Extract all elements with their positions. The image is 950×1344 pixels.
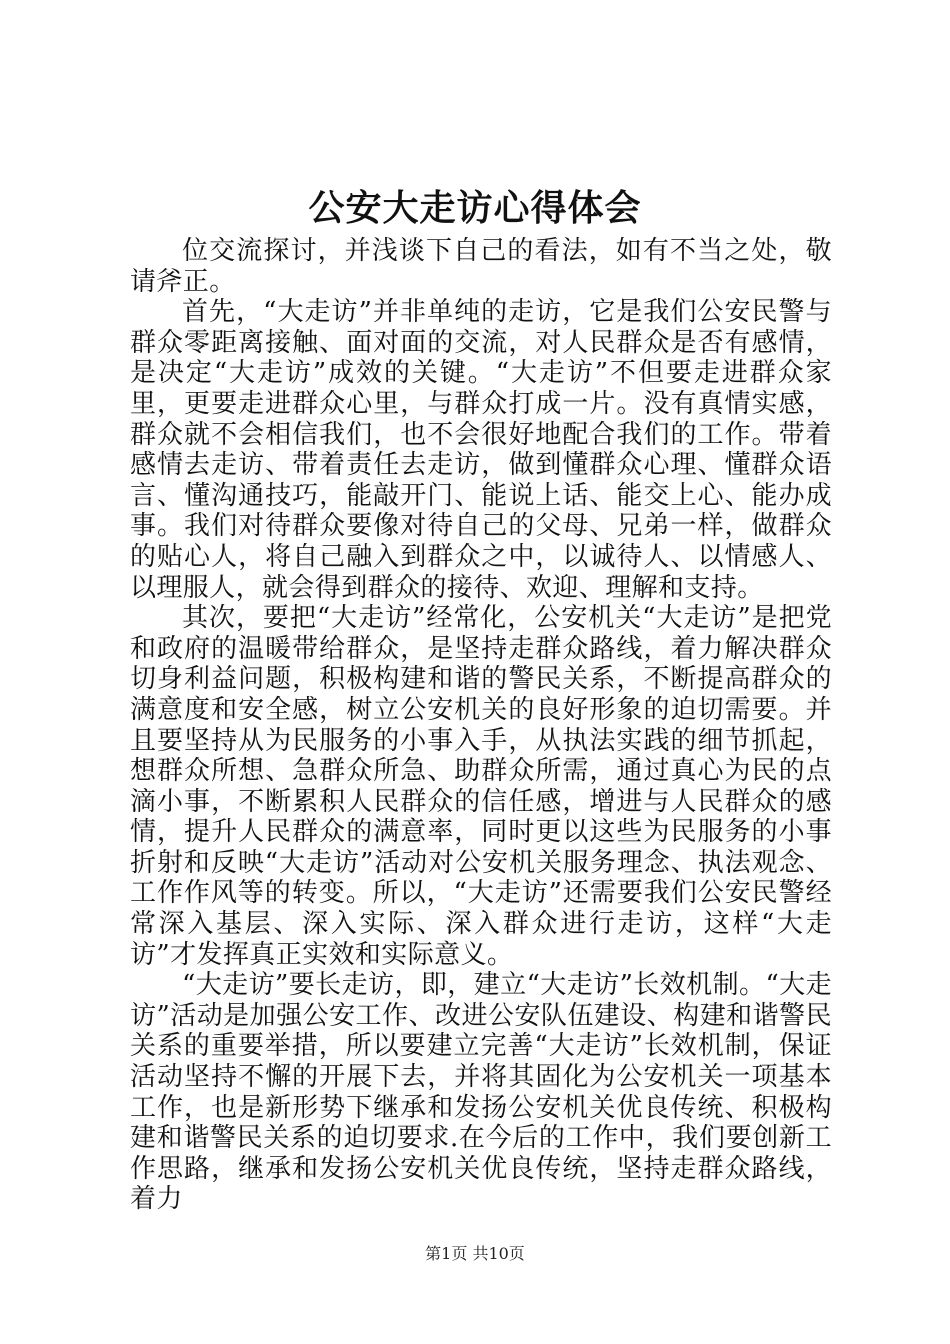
paragraph-2: 首先，“大走访”并非单纯的走访，它是我们公安民警与群众零距离接触、面对面的交流，对人民群众是否有感情，是决定“大走访”成效的关键。“大走访”不但要走进群众家里，更要走进群众心里，与群众打成一片。没有真情实感，群众就不会相信我们，也不会很好地配合我们的工作。带着感情去走访、带着责任去走访，做到懂群众心理、懂群众语言、懂沟通技巧，能敲开门、能说上话、能交上心、能办成事。我们对待群众要像对待自己的父母、兄弟一样，做群众的贴心人，将自己融入到群众之中，以诚待人、以情感人、以理服人，就会得到群众的接待、欢迎、理解和支持。 (130, 297, 832, 603)
document-body (130, 236, 832, 1215)
paragraph-1: 位交流探讨，并浅谈下自己的看法，如有不当之处，敬请斧正。 (130, 236, 832, 297)
page-number-footer: 第1页 共10页 (425, 1244, 525, 1263)
paragraph-4: “大走访”要长走访，即，建立“大走访”长效机制。“大走访”活动是加强公安工作、改进公安队伍建设、构建和谐警民关系的重要举措，所以要建立完善“大走访”长效机制，保证活动坚持不懈的开展下去，并将其固化为公安机关一项基本工作，也是新形势下继承和发扬公安机关优良传统、积极构建和谐警民关系的迫切要求.在今后的工作中，我们要创新工作思路，继承和发扬公安机关优良传统，坚持走群众路线，着力 (130, 970, 832, 1215)
page-title: 公安大走访心得体会 (308, 187, 642, 229)
paragraph-3: 其次，要把“大走访”经常化，公安机关“大走访”是把党和政府的温暖带给群众，是坚持走群众路线，着力解决群众切身利益问题，积极构建和谐的警民关系，不断提高群众的满意度和安全感，树立公安机关的良好形象的迫切需要。并且要坚持从为民服务的小事入手，从执法实践的细节抓起，想群众所想、急群众所急、助群众所需，通过真心为民的点滴小事，不断累积人民群众的信任感，增进与人民群众的感情，提升人民群众的满意率，同时更以这些为民服务的小事折射和反映“大走访”活动对公安机关服务理念、执法观念、工作作风等的转变。所以，“大走访”还需要我们公安民警经常深入基层、深入实际、深入群众进行走访，这样“大走访”才发挥真正实效和实际意义。 (130, 603, 832, 970)
